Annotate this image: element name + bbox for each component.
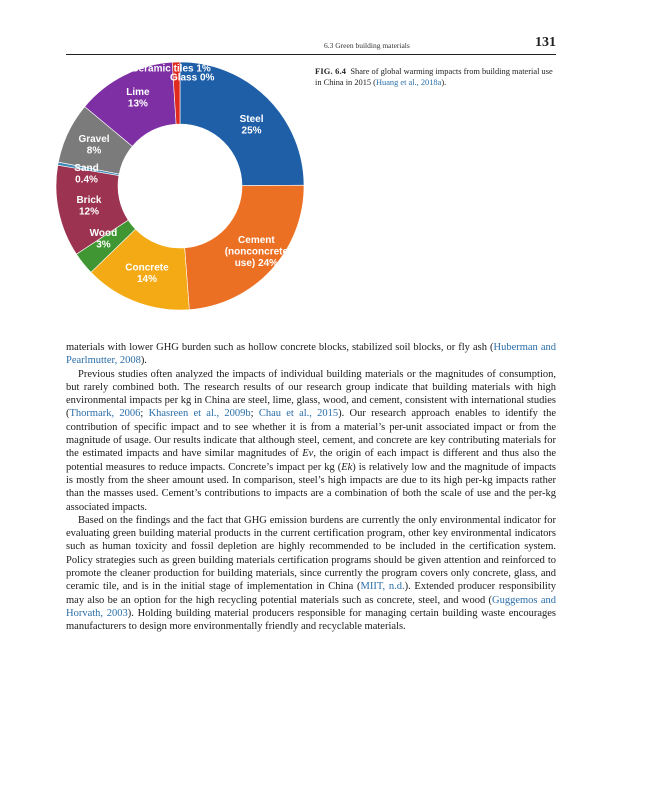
donut-label-brick bbox=[76, 195, 101, 218]
page-number: 131 bbox=[535, 35, 556, 50]
donut-chart bbox=[52, 54, 308, 318]
text-run: , the origin of each impact is different and thus also the potential measures to reduce impacts. Concrete’s impact per kg ( bbox=[66, 448, 556, 473]
donut-label-lime bbox=[126, 87, 150, 110]
citation-link[interactable]: Huberman and Pearlmutter, 2008 bbox=[66, 342, 556, 367]
donut-label-sand bbox=[74, 163, 98, 186]
donut-label-line: Ceramic tiles 1% bbox=[131, 63, 211, 75]
donut-label-line: Cement bbox=[238, 235, 275, 247]
donut-label-line: 14% bbox=[136, 274, 157, 286]
donut-chart-svg bbox=[52, 54, 308, 318]
text-run: ). Holding building material producers responsible for managing certain building waste encourages manufacturers to design more environmentally friendly and recyclable materials. bbox=[66, 607, 556, 633]
text-run: materials with lower GHG burden such as hollow concrete blocks, stabilized soil blocks, or fly ash ( bbox=[66, 342, 494, 353]
donut-label-line: 0.4% bbox=[75, 174, 98, 186]
text-run: ). bbox=[140, 355, 147, 367]
caption-text: Share of global warming impacts from building material use in China in 2015 ( bbox=[315, 67, 553, 87]
paragraph-2 bbox=[66, 368, 556, 514]
figure-caption bbox=[315, 66, 560, 88]
text-run: ) is relatively low and the magnitude of impacts is mostly from the sheer amount used. In comparison, steel’s high impacts are due to its high per-kg impacts rather than the masses used. Cement’s contributions to impacts are a combination of both the scale of use and the per-kg associated impacts. bbox=[66, 461, 556, 513]
donut-label-line: Concrete bbox=[125, 262, 169, 274]
figure-label: FIG. 6.4 bbox=[315, 67, 347, 76]
donut-label-line: 13% bbox=[127, 98, 148, 110]
caption-end: ). bbox=[441, 78, 447, 87]
donut-label-line: (nonconcrete bbox=[224, 246, 289, 258]
text-run: ). Extended producer responsibility may also be an option for the high recycling potential materials such as concrete, steel, and wood ( bbox=[66, 581, 556, 606]
donut-label-line: Steel bbox=[239, 113, 264, 125]
donut-label-line: Wood bbox=[89, 227, 118, 239]
caption-citation-link[interactable]: Huang et al., 2018a bbox=[375, 78, 442, 87]
running-section-title: 6.3 Green building materials bbox=[324, 41, 410, 50]
donut-label-line: 8% bbox=[86, 145, 102, 157]
donut-label-line: use) 24% bbox=[234, 258, 279, 270]
body-text bbox=[66, 341, 556, 634]
donut-label-steel bbox=[240, 114, 264, 137]
donut-label-line: Brick bbox=[76, 194, 102, 206]
text-run: ; bbox=[140, 408, 149, 420]
text-run: ; bbox=[250, 408, 259, 420]
citation-link[interactable]: Chau et al., 2015 bbox=[258, 408, 339, 420]
italic-term: Ev bbox=[302, 448, 314, 460]
citation-link[interactable]: Thormark, 2006 bbox=[69, 408, 141, 420]
donut-label-line: Gravel bbox=[78, 133, 110, 145]
citation-link[interactable]: Khasreen et al., 2009b bbox=[148, 408, 251, 420]
text-run: Previous studies often analyzed the impacts of individual building materials or the magnitudes of consumption, but rarely combined both. The research results of our research group indicate that building materials with high environmental impacts per kg in China are steel, lime, glass, wood, and cement, consistent with international studies ( bbox=[66, 368, 556, 420]
italic-term: Ek bbox=[341, 461, 353, 473]
text-run: Based on the findings and the fact that GHG emission burdens are currently the only environmental indicator for evaluating green building material products in the current certification program, other key environmental indicators such as human toxicity and fossil depletion are highly recommended to be included in the certification system. Policy strategies such as green building materials certification programs should be given attention and reinforced to promote the cleaner production for building materials, since currently the program covers only concrete, glass, and ceramic tile, and is in the initial stage of implementation in China ( bbox=[66, 514, 556, 593]
donut-label-line: 25% bbox=[241, 125, 262, 137]
donut-label-line: Lime bbox=[126, 86, 150, 98]
paragraph-1 bbox=[66, 341, 556, 368]
citation-link[interactable]: Guggemos and Horvath, 2003 bbox=[66, 594, 556, 619]
donut-label-line: 3% bbox=[96, 239, 111, 251]
text-run: ). Our research approach enables to identify the contribution of specific impact and to see whether it is from a material’s per-unit associated impact or from the magnitude of usage. Our results indicate that although steel, cement, and concrete are key contributing materials for the estimated impacts and have similar magnitudes of bbox=[66, 408, 557, 460]
donut-label-ceramic-tiles bbox=[131, 64, 211, 75]
donut-label-line: Sand bbox=[74, 162, 99, 174]
paragraph-3 bbox=[66, 514, 556, 634]
donut-label-line: Glass 0% bbox=[169, 72, 215, 84]
donut-label-line: 12% bbox=[78, 206, 99, 218]
citation-link[interactable]: MIIT, n.d. bbox=[360, 581, 405, 593]
page-header bbox=[66, 36, 556, 55]
